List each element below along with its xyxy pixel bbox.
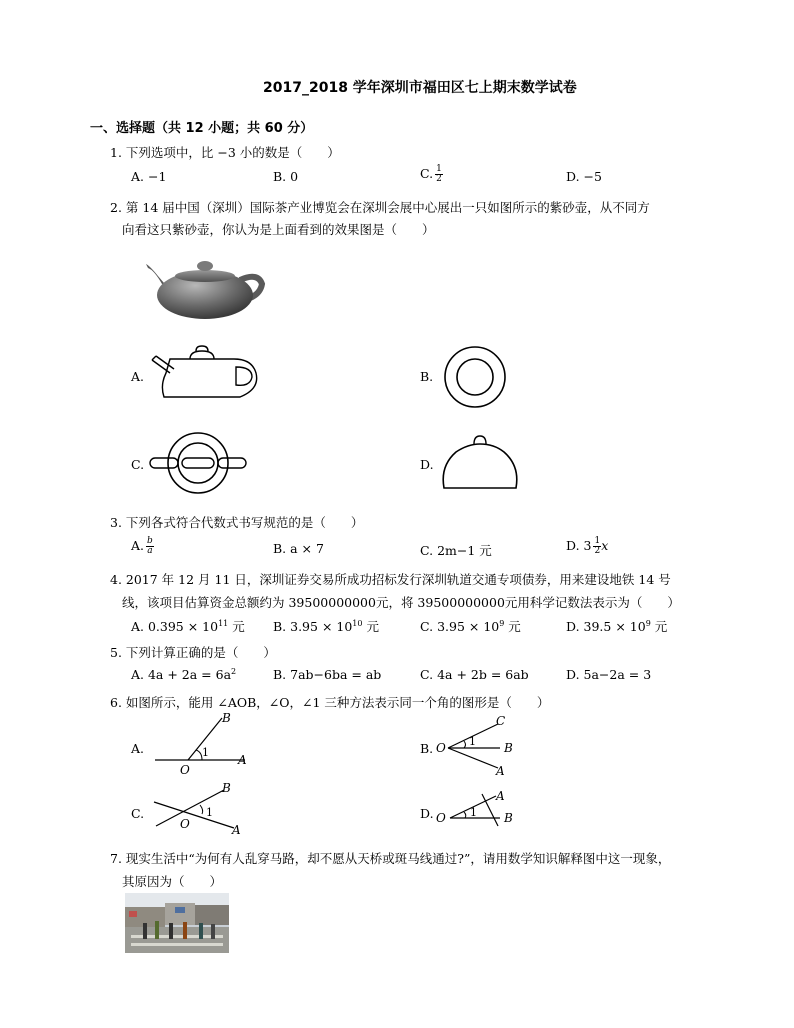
point-a-label: A (238, 753, 247, 767)
question-4-option-b: B. $3.95 \times 10^{10}$ 元 (273, 618, 379, 634)
point-o-label: O (436, 811, 446, 825)
question-1-stem: 1. 下列选项中，比 −3 小的数是（ ） (110, 145, 340, 160)
question-3-option-b: B. a × 7 (273, 541, 324, 556)
question-7-stem-line2: 其原因为（ ） (122, 874, 223, 889)
question-4-stem-line1: 4. 2017 年 12 月 11 日，深圳证券交易所成功招标发行深圳轨道交通专项债券，用来建设地铁 14 号 (110, 572, 671, 587)
question-4-stem-line2: 线，该项目估算资金总额约为 39500000000元，将 39500000000元用科学记数法表示为（ ） (122, 595, 680, 610)
teapot-front-view (152, 345, 262, 405)
teapot-top-view-handles (148, 430, 248, 496)
question-6-option-d: D. (420, 806, 434, 821)
question-3-option-c: C. 2m−1 元 (420, 543, 492, 558)
angle-diagram-c (150, 782, 260, 838)
question-1-option-d: D. −5 (566, 169, 602, 184)
teapot-top-view-rings (440, 342, 510, 412)
point-c-label: C (496, 714, 506, 728)
question-4-option-d: D. $39.5 \times 10^9$ 元 (566, 618, 668, 634)
angle-1-label: 1 (202, 746, 209, 759)
question-2-option-d: D. (420, 457, 434, 472)
fraction: $\frac{1}{2}$ (436, 164, 442, 184)
question-7-stem-line1: 7. 现实生活中“为何有人乱穿马路，却不愿从天桥或斑马线通过?”，请用数学知识解释图中这一现象， (110, 851, 671, 866)
angle-diagram-b (434, 714, 524, 776)
point-o-label: O (180, 817, 190, 831)
street-crossing-photo (125, 893, 229, 953)
question-2-stem-line2: 向看这只紫砂壶，你认为是上面看到的效果图是（ ） (122, 222, 435, 237)
question-2-option-c: C. (131, 457, 145, 472)
question-6-stem: 6. 如图所示，能用 ∠AOB，∠O，∠1 三种方法表示同一个角的图形是（ ） (110, 695, 550, 710)
question-2-option-a: A. (131, 369, 145, 384)
teapot-photo (140, 250, 270, 325)
point-o-label: O (436, 741, 446, 755)
angle-diagram-a (150, 711, 260, 777)
point-a-label: A (232, 823, 241, 837)
point-a-label: A (496, 764, 505, 778)
section-heading: 一、选择题（共 12 小题；共 60 分） (90, 121, 314, 136)
page-title: 2017_2018 学年深圳市福田区七上期末数学试卷 (263, 80, 577, 96)
teapot-side-view (440, 432, 520, 492)
angle-diagram-d (434, 786, 524, 834)
question-2-option-b: B. (420, 369, 434, 384)
question-2-stem-line1: 2. 第 14 届中国（深圳）国际茶产业博览会在深圳会展中心展出一只如图所示的紫砂壶，从不同方 (110, 200, 650, 215)
question-5-option-b: B. 7ab−6ba = ab (273, 667, 382, 682)
question-5-option-a: A. $4a + 2a = 6a^2$ (131, 667, 237, 683)
question-1-option-a: A. −1 (131, 169, 167, 184)
question-4-option-a: A. $0.395 \times 10^{11}$ 元 (131, 618, 245, 634)
point-b-label: B (222, 781, 231, 795)
point-a-label: A (496, 789, 505, 803)
question-1-option-c: C. $\frac{1}{2}$ (420, 164, 442, 184)
point-b-label: B (504, 741, 513, 755)
fraction: $\frac{1}{2}$ (594, 536, 601, 556)
point-b-label: B (504, 811, 513, 825)
question-1-option-b: B. 0 (273, 169, 299, 184)
question-6-option-b: B. (420, 741, 434, 756)
question-3-option-d: D. 3 $\frac{1}{2}$ x (566, 536, 609, 556)
point-o-label: O (180, 763, 190, 777)
question-5-stem: 5. 下列计算正确的是（ ） (110, 645, 276, 660)
question-5-option-d: D. 5a−2a = 3 (566, 667, 652, 682)
question-3-stem: 3. 下列各式符合代数式书写规范的是（ ） (110, 515, 364, 530)
point-b-label: B (222, 711, 231, 725)
question-6-option-a: A. (131, 741, 145, 756)
question-6-option-c: C. (131, 806, 145, 821)
question-5-option-c: C. 4a + 2b = 6ab (420, 667, 529, 682)
question-3-option-a: A. $\frac{b}{a}$ (131, 536, 153, 556)
angle-1-label: 1 (469, 735, 476, 748)
angle-1-label: 1 (470, 806, 477, 819)
question-4-option-c: C. $3.95 \times 10^9$ 元 (420, 618, 521, 634)
angle-1-label: 1 (206, 806, 213, 819)
fraction: $\frac{b}{a}$ (147, 536, 153, 556)
